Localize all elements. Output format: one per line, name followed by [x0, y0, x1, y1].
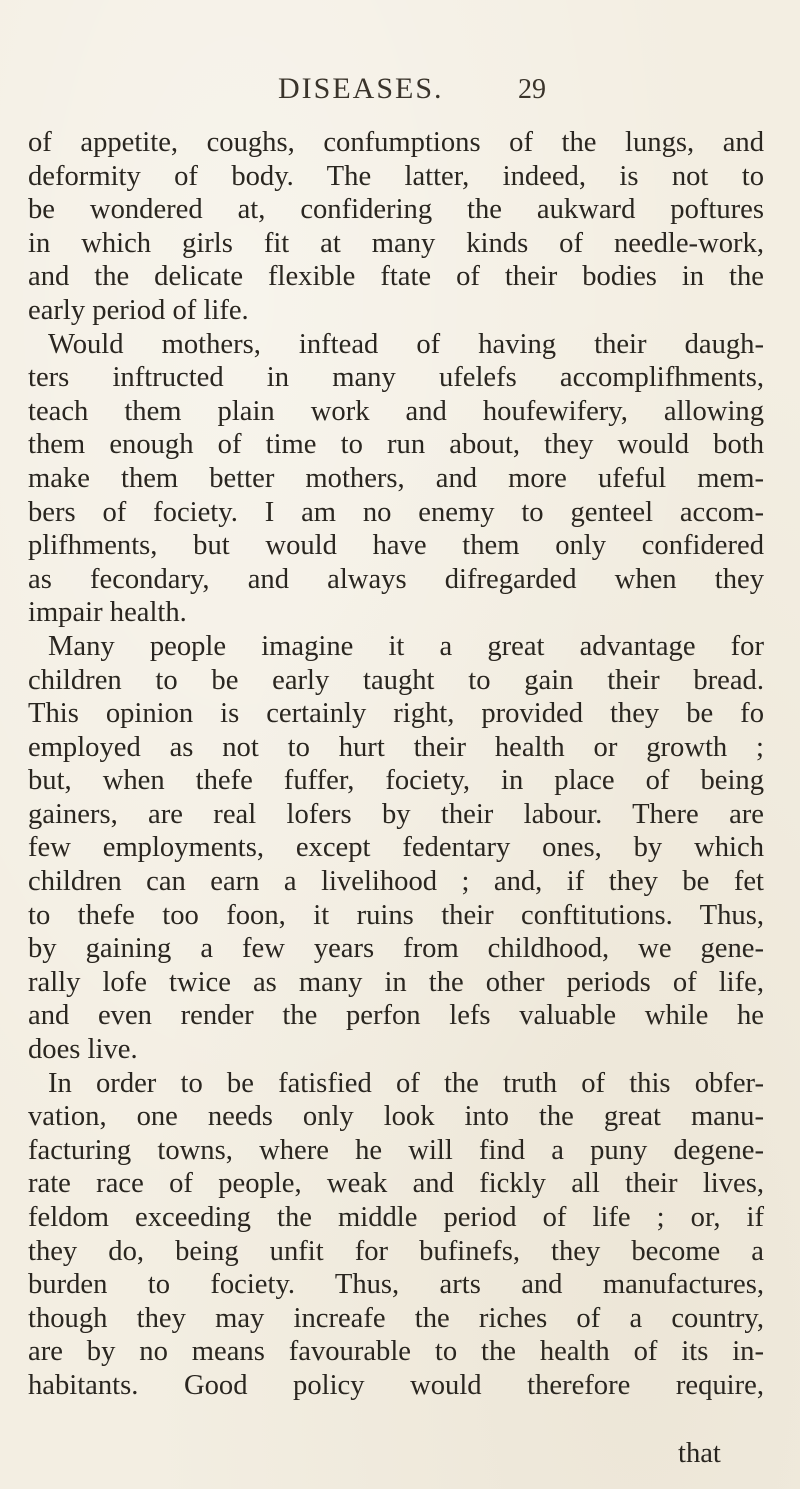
running-title: DISEASES. — [278, 72, 444, 105]
running-head — [0, 72, 800, 112]
text-line: Would mothers, inftead of having their daugh- — [48, 328, 764, 360]
text-line: ters inftructed in many ufelefs accomplifhments, — [28, 362, 764, 394]
text-line: bers of fociety. I am no enemy to genteel accom- — [28, 496, 764, 528]
text-line: deformity of body. The latter, indeed, is not to — [28, 160, 764, 192]
text-line: are by no means favourable to the health of its in- — [28, 1336, 764, 1368]
text-line: feldom exceeding the middle period of life ; or, if — [28, 1202, 764, 1233]
text-line: plifhments, but would have them only confidered — [28, 530, 764, 562]
page-number: 29 — [518, 74, 546, 105]
text-line: and even render the perfon lefs valuable while he — [28, 1000, 764, 1032]
text-line: teach them plain work and houfewifery, allowing — [28, 395, 764, 427]
text-line: impair health. — [28, 597, 187, 629]
body-text — [28, 126, 764, 1403]
text-line: facturing towns, where he will find a puny degene- — [28, 1134, 764, 1166]
text-line: burden to fociety. Thus, arts and manufactures, — [28, 1269, 764, 1301]
text-line: to thefe too foon, it ruins their conftitutions. Thus, — [28, 899, 764, 931]
text-line: employed as not to hurt their health or growth ; — [28, 731, 764, 763]
text-line: make them better mothers, and more ufeful mem- — [28, 462, 764, 494]
text-line: This opinion is certainly right, provided they be fo — [28, 698, 764, 730]
text-line: of appetite, coughs, confumptions of the lungs, and — [28, 127, 764, 158]
text-line: gainers, are real lofers by their labour. There are — [28, 798, 764, 830]
text-line: children to be early taught to gain their bread. — [28, 664, 764, 696]
catchword: that — [678, 1438, 721, 1469]
text-line: rate race of people, weak and fickly all their lives, — [28, 1168, 764, 1200]
text-line: but, when thefe fuffer, fociety, in place of being — [28, 765, 764, 797]
text-line: rally lofe twice as many in the other periods of life, — [28, 966, 764, 998]
text-line: as fecondary, and always difregarded when they — [28, 563, 764, 595]
text-line: in which girls fit at many kinds of needle-work, — [28, 227, 764, 259]
text-line: early period of life. — [28, 294, 249, 326]
text-line: be wondered at, confidering the aukward poftures — [28, 194, 764, 226]
text-line: they do, being unfit for bufinefs, they become a — [28, 1235, 764, 1267]
text-line: and the delicate flexible ftate of their bodies in the — [28, 261, 764, 293]
text-line: children can earn a livelihood ; and, if they be fet — [28, 866, 764, 898]
text-line: vation, one needs only look into the great manu- — [28, 1101, 764, 1133]
text-line: habitants. Good policy would therefore require, — [28, 1369, 764, 1401]
text-line: by gaining a few years from childhood, we gene- — [28, 933, 764, 965]
text-line: though they may increafe the riches of a country, — [28, 1302, 764, 1334]
text-line: does live. — [28, 1034, 138, 1066]
text-line: In order to be fatisfied of the truth of this obfer- — [48, 1067, 764, 1099]
text-line: Many people imagine it a great advantage for — [48, 630, 764, 662]
text-line: them enough of time to run about, they would both — [28, 429, 764, 461]
text-line: few employments, except fedentary ones, by which — [28, 832, 764, 864]
